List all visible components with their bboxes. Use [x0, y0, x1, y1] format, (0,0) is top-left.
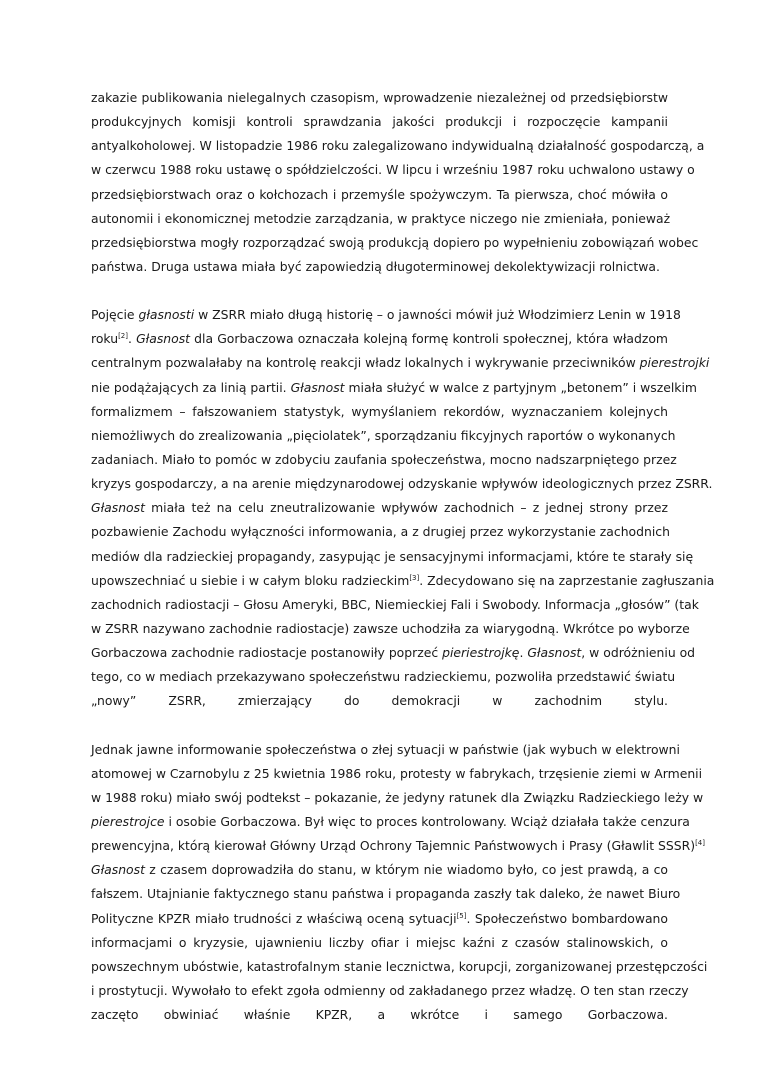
text-segment: . Zdecydowano się na zaprzestanie zagłuszania	[419, 572, 715, 588]
text-segment: przedsiębiorstwa mogły rozporządzać swoją produkcją dopiero po wypełnieniu zobowiązań wobec	[91, 234, 699, 250]
text-line	[91, 351, 710, 375]
text-line	[91, 593, 699, 617]
text-segment: przedsiębiorstwach oraz o kołchozach i przemyśle spożywczym. Ta pierwsza, choć mówiła o	[91, 186, 668, 202]
text-segment: kryzys gospodarczy, a na arenie międzynarodowej odzyskanie wpływów ideologicznych przez ZSRR.	[91, 476, 713, 492]
text-line	[91, 520, 668, 544]
text-segment: miała służyć w walce z partyjnym „betonem” i wszelkim	[344, 379, 697, 395]
text-line	[91, 762, 703, 786]
italic-term: Głasnost	[527, 645, 582, 661]
text-line	[91, 689, 668, 713]
footnote-reference: [2]	[118, 332, 128, 341]
text-segment: tego, co w mediach przekazywano społeczeństwu radzieckiemu, pozwoliła przedstawić światu	[91, 669, 676, 685]
text-segment: powszechnym ubóstwie, katastrofalnym stanie lecznictwa, korupcji, zorganizowanej przestępczości	[91, 958, 708, 974]
text-line	[91, 545, 694, 569]
text-line	[91, 134, 705, 158]
text-segment: miała też na celu zneutralizowanie wpływów zachodnich – z jednej strony przez	[144, 500, 668, 516]
text-segment: mediów dla radzieckiej propagandy, zasypując je sensacyjnymi informacjami, które te starały się	[91, 548, 694, 564]
text-segment: zadaniach. Miało to pomóc w zdobyciu zaufania społeczeństwa, mocno nadszarpniętego przez	[91, 451, 677, 467]
text-line	[91, 569, 715, 593]
text-segment: , w odróżnieniu od	[581, 645, 696, 661]
text-segment: fałszem. Utajnianie faktycznego stanu państwa i propaganda zaszły tak daleko, że nawet Biuro	[91, 886, 681, 902]
text-segment: informacjami o kryzysie, ujawnieniu liczby ofiar i miejsc kaźni z czasów stalinowskich, o	[91, 934, 668, 950]
text-segment: Gorbaczowa zachodnie radiostacje postanowiły poprzeć	[91, 645, 443, 661]
text-line	[91, 979, 689, 1003]
text-segment: zachodnich radiostacji – Głosu Ameryki, BBC, Niemieckiej Fali i Swobody. Informacja „głosów” (tak	[91, 596, 699, 612]
text-line	[91, 376, 697, 400]
text-line	[91, 496, 668, 520]
text-line	[91, 617, 690, 641]
paragraph	[91, 303, 715, 713]
text-line	[91, 641, 696, 665]
footnote-reference: [5]	[456, 911, 467, 920]
text-segment: i osobie Gorbaczowa. Był więc to proces kontrolowany. Wciąż działała także cenzura	[164, 813, 690, 829]
text-line	[91, 110, 668, 134]
text-segment: „nowy” ZSRR, zmierzający do demokracji w zachodnim stylu.	[91, 693, 668, 709]
text-segment: w 1988 roku) miało swój podtekst – pokazanie, że jedyny ratunek dla Związku Radzieckiego leży w	[91, 789, 704, 805]
italic-term: Głasnost	[290, 379, 345, 395]
text-segment: pozbawienie Zachodu wyłączności informowania, a z drugiej przez wykorzystanie zachodnich	[91, 524, 670, 540]
text-line	[91, 183, 668, 207]
text-segment: Polityczne KPZR miało trudności z właściwą oceną sytuacji	[91, 910, 457, 926]
text-segment: zaczęto obwiniać właśnie KPZR, a wkrótce i samego Gorbaczowa.	[91, 1007, 668, 1023]
text-line	[91, 1003, 668, 1027]
paragraph	[91, 738, 708, 1028]
text-segment: centralnym pozwalałaby na kontrolę reakcji władz lokalnych i wykrywanie przeciwników	[91, 355, 640, 371]
text-line	[91, 231, 699, 255]
text-line	[91, 158, 695, 182]
text-line	[91, 834, 705, 858]
paragraph	[91, 86, 705, 279]
text-line	[91, 738, 680, 762]
text-segment: autonomii i ekonomicznej metodzie zarządzania, w praktyce niczego nie zmieniała, ponieważ	[91, 210, 671, 226]
text-segment: prewencyjna, którą kierował Główny Urząd Ochrony Tajemnic Państwowych i Prasy (Gławlit SSSR)	[91, 838, 696, 854]
text-segment: Pojęcie	[91, 307, 139, 323]
text-line	[91, 207, 671, 231]
text-segment: upowszechniać u siebie i w całym bloku radzieckim	[91, 572, 410, 588]
text-segment: i prostytucji. Wywołało to efekt zgoła odmienny od zakładanego przez władzę. O ten stan rzeczy	[91, 982, 689, 998]
text-segment: atomowej w Czarnobylu z 25 kwietnia 1986 roku, protesty w fabrykach, trzęsienie ziemi w Armenii	[91, 765, 703, 781]
text-line	[91, 882, 681, 906]
text-segment: państwa. Druga ustawa miała być zapowiedzią długoterminowej dekolektywizacji rolnictwa.	[91, 258, 660, 274]
text-line	[91, 303, 681, 327]
text-line	[91, 955, 708, 979]
text-segment: zakazie publikowania nielegalnych czasopism, wprowadzenie niezależnej od przedsiębiorstw	[91, 90, 668, 105]
italic-term: pierestrojki	[639, 355, 710, 371]
italic-term: pierestrojce	[91, 813, 165, 829]
italic-term: głasnosti	[138, 307, 195, 323]
footnote-reference: [4]	[695, 839, 705, 848]
text-line	[91, 255, 668, 279]
text-segment: nie podążających za linią partii.	[91, 379, 291, 395]
text-segment: formalizmem – fałszowaniem statystyk, wymyślaniem rekordów, wyznaczaniem kolejnych	[91, 403, 668, 419]
text-line	[91, 931, 668, 955]
text-segment: dla Gorbaczowa oznaczała kolejną formę kontroli społecznej, która władzom	[190, 331, 668, 347]
text-segment: w ZSRR miało długą historię – o jawności mówił już Włodzimierz Lenin w 1918	[194, 307, 681, 323]
text-segment: .	[519, 645, 528, 661]
text-line	[91, 327, 668, 351]
text-segment: .	[127, 331, 137, 347]
text-line	[91, 786, 704, 810]
text-segment: Jednak jawne informowanie społeczeństwa o złej sytuacji w państwie (jak wybuch w elektrowni	[91, 741, 680, 757]
text-segment: antyalkoholowej. W listopadzie 1986 roku zalegalizowano indywidualną działalność gospodarczą, a	[91, 138, 705, 154]
italic-term: Głasnost	[91, 500, 145, 516]
text-segment: roku	[91, 331, 119, 347]
italic-term: pieriestrojkę	[442, 645, 520, 661]
italic-term: Głasnost	[136, 331, 191, 347]
text-line	[91, 810, 690, 834]
text-segment: produkcyjnych komisji kontroli sprawdzania jakości produkcji i rozpoczęcie kampanii	[91, 114, 668, 130]
text-segment: niemożliwych do zrealizowania „pięciolatek”, sporządzaniu fikcyjnych raportów o wykonanych	[91, 427, 676, 443]
italic-term: Głasnost	[91, 862, 145, 878]
text-line	[91, 424, 676, 448]
text-line	[91, 665, 676, 689]
footnote-reference: [3]	[409, 573, 420, 582]
document-body	[91, 86, 715, 1027]
text-segment: . Społeczeństwo bombardowano	[466, 910, 668, 926]
text-line	[91, 400, 668, 424]
text-segment: w czerwcu 1988 roku ustawę o spółdzielczości. W lipcu i wrześniu 1987 roku uchwalono ustawy o	[91, 162, 695, 178]
text-line	[91, 448, 677, 472]
text-line	[91, 907, 668, 931]
text-line	[91, 472, 713, 496]
text-segment: w ZSRR nazywano zachodnie radiostacje) zawsze uchodziła za wiarygodną. Wkrótce po wyborze	[91, 620, 690, 636]
text-segment: z czasem doprowadziła do stanu, w którym nie wiadomo było, co jest prawdą, a co	[144, 862, 668, 878]
text-line	[91, 858, 668, 882]
text-line	[91, 86, 668, 110]
